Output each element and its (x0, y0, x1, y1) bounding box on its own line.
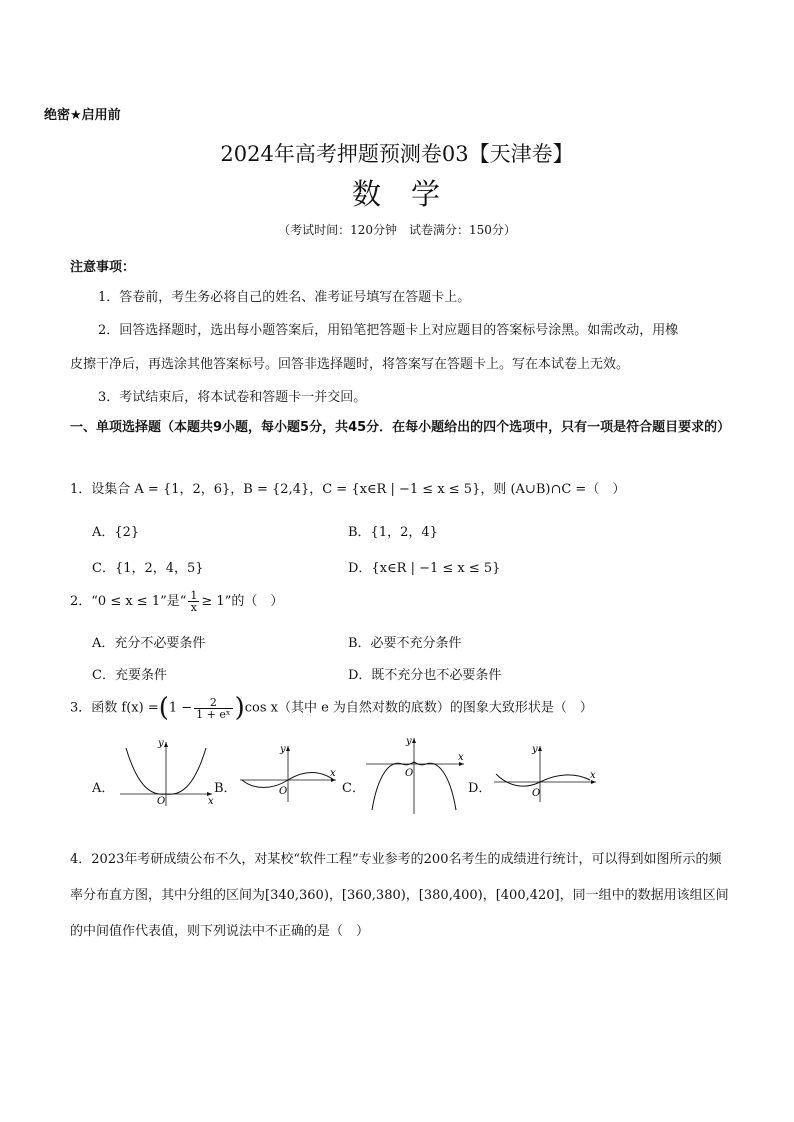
note-item-2-line-1: 2．回答选择题时，选出每小题答案后，用铅笔把答题卡上对应题目的答案标号涂黑。如需改动，用橡 (98, 323, 679, 338)
q1-option-c: C．{1，2，4，5} (92, 561, 204, 576)
q3-option-d-label: D． (468, 781, 492, 796)
graph-c-x-label: x (458, 752, 464, 763)
q3-graph-d (490, 742, 600, 806)
note-item-1: 1．答卷前，考生务必将自己的姓名、准考证号填写在答题卡上。 (98, 290, 471, 305)
notes-heading: 注意事项： (70, 260, 136, 275)
graph-c-y-label: y (406, 736, 412, 747)
q3-inner-one: 1 − (168, 700, 193, 716)
q1-option-a: A．{2} (92, 525, 140, 540)
exam-meta: （考试时间：120分钟 试卷满分：150分） (278, 223, 516, 237)
q1-option-b: B．{1，2，4} (348, 525, 438, 540)
graph-b-y-arrow (286, 746, 290, 751)
graph-d-y-arrow (538, 746, 542, 751)
secret-label: 绝密★启用前 (44, 108, 121, 123)
graph-b-x-label: x (330, 768, 336, 779)
q2-frac-den: x (190, 601, 198, 614)
graph-a-y-arrow (164, 742, 168, 747)
q3-graph-b (236, 742, 340, 806)
graph-a-origin: O (157, 796, 166, 807)
subject-char-2: 学 (411, 177, 443, 211)
q2-option-a: A．充分不必要条件 (92, 636, 206, 651)
q3-stem-post: cos x（其中 e 为自然对数的底数）的图象大致形状是（ ） (244, 700, 593, 716)
graph-a-x-label: x (208, 796, 214, 807)
question-2-stem (70, 590, 283, 613)
q3-frac-num: 2 (194, 697, 232, 709)
q3-fraction (194, 697, 232, 720)
note-item-3: 3．考试结束后，将本试卷和答题卡一并交回。 (98, 390, 367, 405)
q3-graph-a (116, 738, 216, 808)
subject-char-1: 数 (351, 177, 383, 211)
q2-stem-post: ≥ 1”的（ ） (201, 594, 284, 609)
graph-d-x-label: x (590, 770, 596, 781)
q2-frac-num: 1 (190, 589, 198, 602)
q3-option-c-label: C． (342, 781, 365, 796)
graph-d-origin: O (532, 788, 541, 799)
graph-c-origin: O (405, 768, 414, 779)
graph-b-y-label: y (280, 744, 286, 755)
question-3-stem (70, 693, 593, 723)
graph-c-y-arrow (412, 738, 416, 743)
q3-graph-c (362, 734, 468, 816)
q2-option-c: C．充要条件 (92, 668, 167, 683)
q2-stem-pre: 2．“0 ≤ x ≤ 1”是“ (70, 594, 187, 609)
question-4-text: 4．2023年考研成绩公布不久，对某校“软件工程”专业参考的200名考生的成绩进行统计，可以得到如图所示的频率分布直方图，其中分组的区间为[340,360)，[360,380)，[380,400)，[400,420]，同一组中的数据用该组区间的中间值作代表值，则下列说法中不正确的是（ ） (70, 852, 729, 939)
q1-option-d: D．{x∈R | −1 ≤ x ≤ 5} (348, 561, 501, 576)
exam-title: 2024年高考押题预测卷03【天津卷】 (220, 142, 574, 166)
graph-d-y-label: y (532, 744, 538, 755)
q3-stem-pre: 3．函数 f(x) = (70, 700, 159, 716)
q3-option-a-label: A． (92, 781, 115, 796)
subject-title (0, 172, 794, 213)
q3-left-paren: ( (158, 693, 169, 723)
question-1-stem: 1．设集合 A = {1，2，6}，B = {2,4}，C = {x∈R | −1 ≤ x ≤ 5}，则 (A∪B)∩C =（ ） (70, 482, 626, 497)
q3-right-paren: ) (234, 693, 245, 723)
note-item-2-line-2: 皮擦干净后，再选涂其他答案标号。回答非选择题时，将答案写在答题卡上。写在本试卷上无效。 (70, 357, 630, 372)
q3-option-b-label: B． (214, 781, 237, 796)
graph-b-origin: O (279, 786, 288, 797)
graph-d-curve (496, 774, 590, 786)
q3-frac-den: 1 + eˣ (196, 707, 231, 721)
section-heading: 一、单项选择题（本题共9小题，每小题5分，共45分．在每小题给出的四个选项中，只有一项是符合题目要求的） (70, 420, 731, 435)
q2-option-d: D．既不充分也不必要条件 (348, 668, 502, 683)
q2-option-b: B．必要不充分条件 (348, 636, 462, 651)
graph-a-y-label: y (158, 738, 164, 749)
q2-fraction (188, 590, 199, 613)
